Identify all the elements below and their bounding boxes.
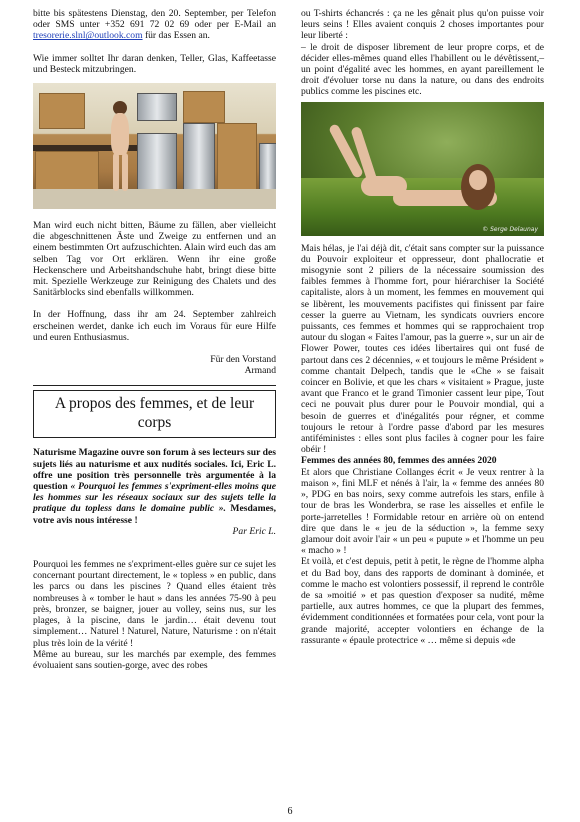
article-author: Par Eric L. xyxy=(232,525,276,537)
article-intro: Naturisme Magazine ouvre son forum à ses lecteurs sur des sujets liés au naturisme et aux nudités sociales. Ici, Eric L. offre une position très personnelle très argumentée à la question « Pourquoi les femmes s'expriment-elles moins que les hommes sur les réseaux sociaux sur des sujets telle la pratique du topless dans le domaine public ». Mesdames, votre avis nous intéresse ! xyxy=(33,447,276,526)
meadow-photo xyxy=(301,102,544,236)
right-column xyxy=(301,8,544,646)
signature-board: Für den Vorstand xyxy=(210,354,276,366)
paragraph-closing: In der Hoffnung, dass ihr am 24. September zahlreich erscheinen werdet, danke ich euch im Voraus für eure Hilfe und euren Enthusiasmus. xyxy=(33,309,276,343)
paragraph-alpha: Et voilà, et c'est depuis, petit à petit, le règne de l'homme alpha et du Bad boy, dans des rapports de dominant à dominée, et comme le macho est volontiers possessif, il reprend le contrôle de sa »moitié » et pas question d'exposer sa nudité, même partielle, aux autres hommes, ce que la plupart des femmes, évidemment conditionnées et formatées pour cela, vont pour la grande majorité, accepter volontiers en échange de la rassurante « épaule protectrice « … même si depuis «de xyxy=(301,556,544,646)
paragraph-office: Même au bureau, sur les marchés par exemple, des femmes évoluaient sans soutien-gorge, avec des robes xyxy=(33,648,276,671)
kitchen-photo xyxy=(33,83,276,209)
intro-question: « Pourquoi les femmes s'expriment-elles moins que les hommes sur les réseaux sociaux sur des sujets telle la pratique du topless dans le domaine public ». xyxy=(33,481,276,515)
paragraph-utensils: Wie immer solltet Ihr daran denken, Teller, Glas, Kaffeetasse und Besteck mitzubringen. xyxy=(33,52,276,75)
email-link[interactable]: tresorerie.slnl@outlook.com xyxy=(33,30,143,42)
article-title: A propos des femmes, et de leur corps xyxy=(33,390,276,438)
page-number: 6 xyxy=(287,806,293,817)
photo-credit: © Serge Delaunay xyxy=(482,225,538,233)
signature-name: Armand xyxy=(244,365,276,377)
section-divider xyxy=(33,385,276,386)
paragraph-registration: bitte bis spätestens Dienstag, den 20. September, per Telefon oder SMS unter +352 691 72 02 69 oder per E-Mail an tresorerie.slnl@outlook.com für das Essen an. xyxy=(33,8,276,42)
paragraph-eighties: Et alors que Christiane Collanges écrit « Je veux rentrer à la maison », fini MLF et nénés à l'air, la « femme des années 80 », PDG en bas noirs, sexy comme autrefois les stars, enfile à tour de bras les Wonderbra, se rase les aisselles et enfile le porte-jarretelles ! Formidable retour en arrière où on entend dire que dans le « jeu de la séduction », la femme sexy glamour doit avoir l'air « un peu « pupute » et l'homme un peu « macho » ! xyxy=(301,466,544,557)
paragraph-topless: Pourquoi les femmes ne s'expriment-elles guère sur ce sujet les concernant pourtant directement, le « topless » en public, dans les parcs ou dans les piscines ? Quand elles étaient très nombreuses à « tomber le haut » dans les années 75-90 à peu près, bronzer, se baigner, jouer au volley, seins nus, sur les plages, à la piscine, dans le jardin… était devenu tout simplement… Naturel ! Naturel, Nature, Naturisme : on n'était plus très loin de la vérité ! xyxy=(33,559,276,649)
paragraph-rights: – le droit de disposer librement de leur propre corps, et de décider elles-mêmes quand elles l'habillent ou le dévêtissent,– un point d'égalité avec les hommes, en ayant pareillement le droit d'évoluer torse nu dans la nature, ou dans des endroits publics comme les piscines etc. xyxy=(301,41,544,98)
section-subheading: Femmes des années 80, femmes des années 2020 xyxy=(301,455,497,467)
paragraph-freedom: ou T-shirts échancrés : ça ne les gênait plus qu'on puisse voir leurs seins ! Elles avaient conquis 2 choses importantes pour leur liberté : xyxy=(301,8,544,42)
left-column xyxy=(33,8,276,671)
paragraph-work-tasks: Man wird euch nicht bitten, Bäume zu fällen, aber vielleicht die abgeschnittenen Äste und Zweige zu entfernen und an einem bestimmten Ort aufzuschichten. Alain wird euch das am selben Tag vor Ort erklären. Wenn ihr eine große Heckenschere und Arbeitshandschuhe habt, bringt diese bitte mit. Spezielle Werkzeuge zur Reinigung des Chalets und des Sanitärblocks sind ebenfalls willkommen. xyxy=(33,220,276,299)
paragraph-power: Mais hélas, je l'ai déjà dit, c'était sans compter sur la puissance du Pouvoir exploiteur et oppresseur, dont phallocratie et misogynie sont 2 piliers de la nécessaire soumission des faibles femmes à l'homme fort, pour hiérarchiser la Société capitaliste, alors à un moment, les femmes en mouvement qui se libèrent, les mouvements pacifistes qui finissent par faire cesser la guerre au Vietnam, les syndicats ouvriers encore puissants, ces femmes et hommes qui se rapprochaient trop autour du slogan « Faites l'amour, pas la guerre », sur un air de Flower Power, toutes ces idées libertaires qui ont fusé de partout dans ces 2 décennies, « et toujours le même Président » comme chantait Delpech, tandis que le «Che » se faisait coincer en Bolivie, et que les chars « visitaient » Prague, juste avant que Franco et le grand Timonier cassent leur pipe, Tout ceci ne pouvait plus durer pour le Pouvoir mondial, qui a besoin de guerres et d'inégalités pour régner, et comme toujours le retour à l'ordre passe d'abord par les mesures antiféministes : elles sont plus faciles à cogner pour les faire obéir ! xyxy=(301,242,544,456)
